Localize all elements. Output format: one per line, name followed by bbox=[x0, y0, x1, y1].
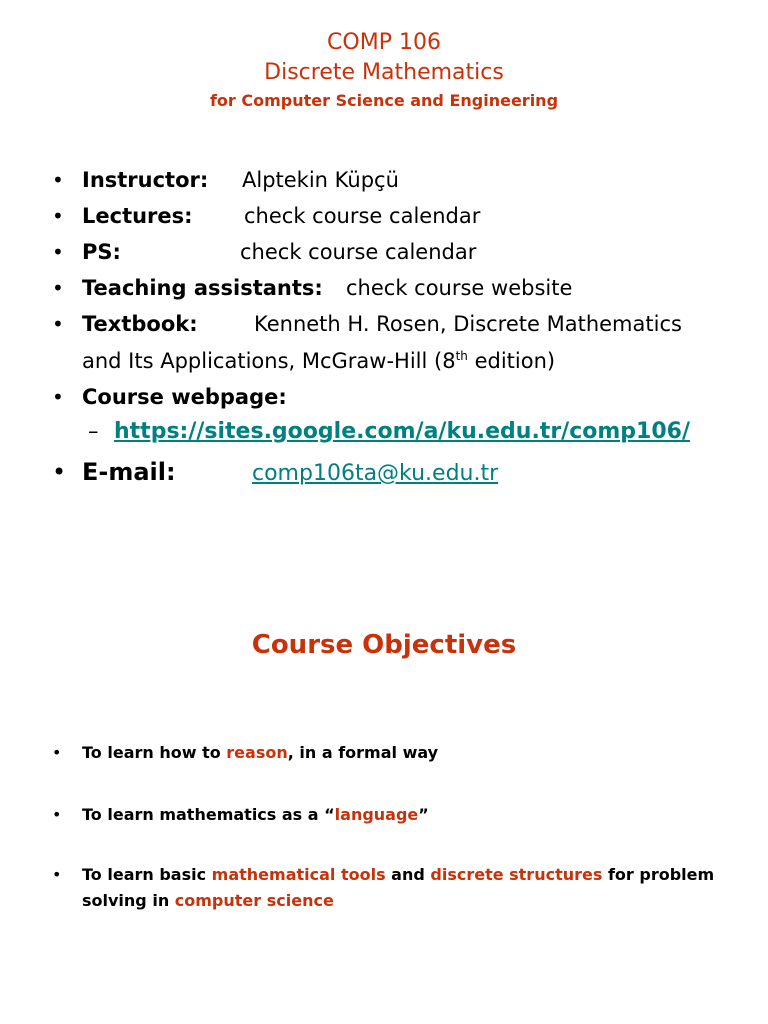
textbook-line2-pre: and Its Applications, McGraw-Hill (8 bbox=[82, 349, 456, 373]
objective1-pre: To learn how to bbox=[82, 743, 227, 762]
ps-item bbox=[52, 236, 752, 268]
lectures-value: check course calendar bbox=[244, 204, 481, 228]
objective2-pre: To learn mathematics as a “ bbox=[82, 805, 335, 824]
teaching-assistants-item bbox=[52, 272, 752, 304]
objective3-mid: and bbox=[385, 865, 431, 884]
objective2-highlight: language bbox=[334, 805, 419, 824]
bullet-icon: • bbox=[52, 805, 62, 824]
objective-item bbox=[52, 802, 742, 828]
objectives-title: Course Objectives bbox=[251, 630, 517, 660]
textbook-label: Textbook: bbox=[82, 312, 198, 336]
objective3-highlight2: discrete structures bbox=[430, 865, 603, 884]
email-label: E-mail: bbox=[82, 458, 176, 486]
objective-item bbox=[52, 862, 742, 914]
textbook-edition-sup: th bbox=[455, 349, 468, 363]
objective3-highlight1: mathematical tools bbox=[211, 865, 386, 884]
course-webpage-label: Course webpage: bbox=[82, 385, 287, 409]
course-info-list bbox=[52, 164, 752, 492]
objective1-post: , in a formal way bbox=[287, 743, 439, 762]
bullet-icon: • bbox=[52, 458, 67, 486]
course-webpage-item bbox=[52, 381, 752, 413]
bullet-icon: • bbox=[52, 385, 64, 409]
textbook-item bbox=[52, 308, 752, 377]
textbook-line2-post: edition) bbox=[467, 349, 556, 373]
instructor-label: Instructor: bbox=[82, 168, 209, 192]
lectures-label: Lectures: bbox=[82, 204, 193, 228]
objective1-highlight: reason bbox=[226, 743, 288, 762]
document-header bbox=[0, 28, 768, 114]
objective3-post: for problem solving in bbox=[82, 865, 715, 910]
bullet-icon: • bbox=[52, 312, 64, 336]
ps-label: PS: bbox=[82, 240, 121, 264]
course-title: Discrete Mathematics bbox=[264, 60, 504, 85]
objective3-highlight3: computer science bbox=[174, 891, 334, 910]
email-item bbox=[52, 454, 752, 492]
course-webpage-link-row bbox=[52, 415, 752, 448]
course-subtitle: for Computer Science and Engineering bbox=[209, 91, 559, 110]
email-link[interactable]: comp106ta@ku.edu.tr bbox=[252, 461, 499, 486]
objective3-pre: To learn basic bbox=[82, 865, 212, 884]
objective2-post: ” bbox=[418, 805, 429, 824]
dash-icon: – bbox=[88, 419, 99, 443]
textbook-value-line1: Kenneth H. Rosen, Discrete Mathematics bbox=[254, 312, 682, 336]
bullet-icon: • bbox=[52, 865, 62, 884]
instructor-item bbox=[52, 164, 752, 196]
bullet-icon: • bbox=[52, 276, 64, 300]
objectives-list bbox=[52, 740, 742, 914]
ps-value: check course calendar bbox=[240, 240, 477, 264]
bullet-icon: • bbox=[52, 743, 62, 762]
teaching-assistants-value: check course website bbox=[346, 276, 573, 300]
course-code: COMP 106 bbox=[327, 30, 441, 55]
instructor-value: Alptekin Küpçü bbox=[242, 168, 399, 192]
course-webpage-link[interactable]: https://sites.google.com/a/ku.edu.tr/comp106/ bbox=[114, 419, 690, 444]
teaching-assistants-label: Teaching assistants: bbox=[82, 276, 323, 300]
lectures-item bbox=[52, 200, 752, 232]
bullet-icon: • bbox=[52, 168, 64, 192]
bullet-icon: • bbox=[52, 240, 64, 264]
bullet-icon: • bbox=[52, 204, 64, 228]
objective-item bbox=[52, 740, 742, 766]
textbook-value-line2 bbox=[82, 340, 752, 377]
